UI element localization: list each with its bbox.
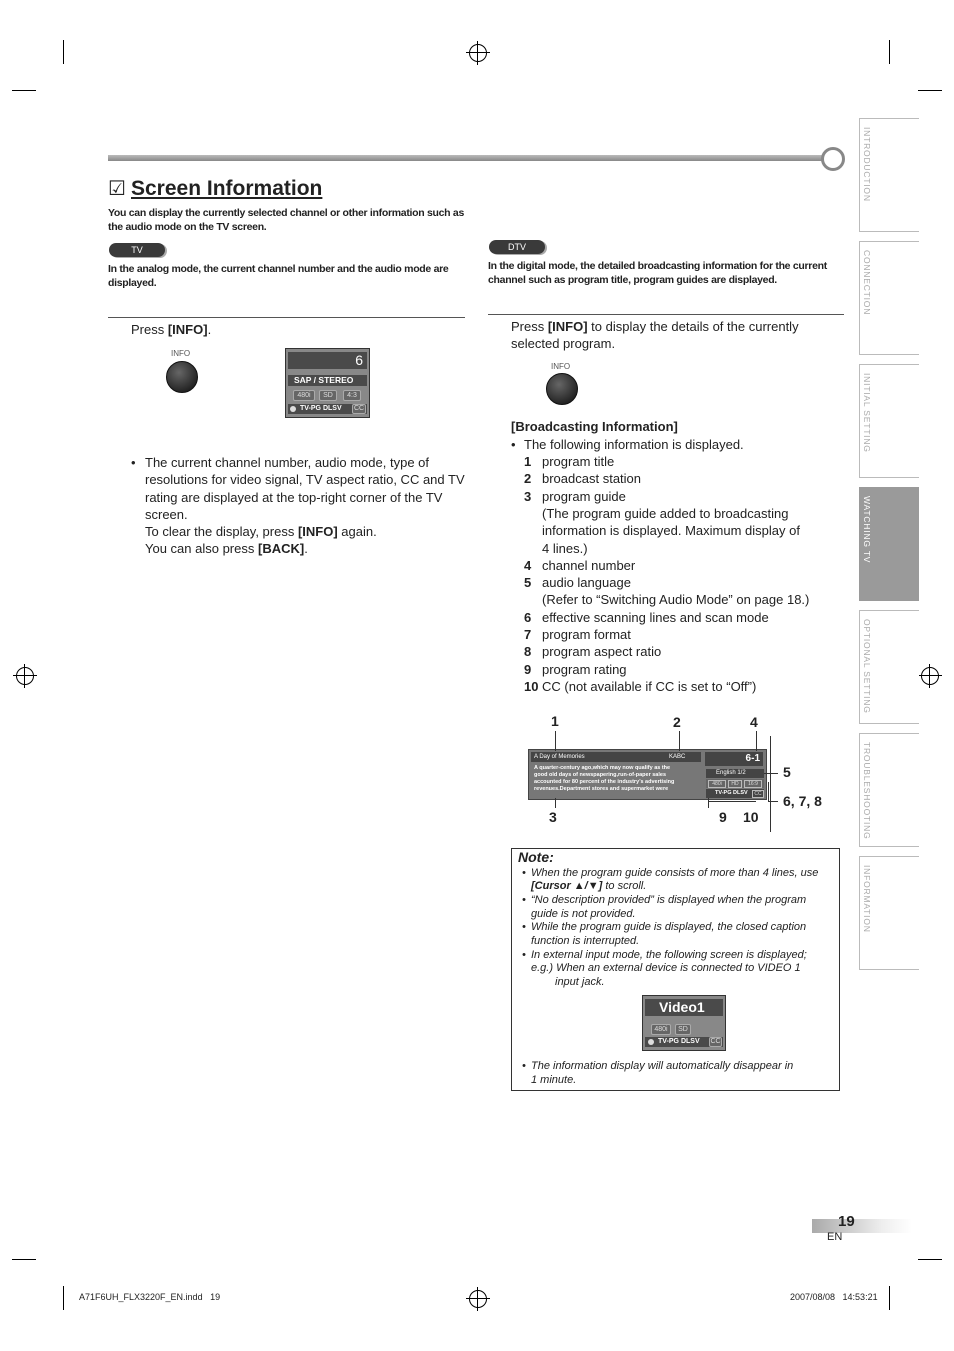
bullet-dot: • — [522, 894, 526, 906]
back-key: [BACK] — [257, 541, 305, 556]
header-circle — [821, 147, 845, 171]
cc-chip: CC — [752, 790, 764, 798]
guide-line: revenues.Department stores and supermarket were — [534, 786, 669, 792]
info-list-item — [524, 609, 769, 626]
note-4c: input jack. — [555, 976, 605, 988]
callout-2: 2 — [673, 714, 681, 730]
osd-rating: TV-PG DLSV — [645, 1037, 723, 1047]
item-text: program guide — [542, 488, 626, 504]
crop-mark — [12, 90, 36, 91]
checkbox-icon: ☑ — [108, 178, 126, 200]
callout-line — [768, 782, 769, 802]
text: You can also press — [145, 541, 258, 556]
program-rating: TV-PG DLSV — [706, 789, 764, 798]
item-number: 2 — [524, 471, 532, 487]
side-tab-label: INFORMATION — [862, 865, 872, 933]
divider — [488, 314, 844, 315]
side-tab-label: CONNECTION — [862, 250, 872, 316]
info-list-item — [524, 678, 756, 695]
tv-clear-line — [145, 523, 377, 540]
callout-line — [708, 798, 709, 808]
osd-cc: CC — [353, 405, 365, 412]
item-number: 6 — [524, 609, 532, 625]
item-number: 10 — [524, 678, 539, 694]
callout-line — [764, 773, 778, 774]
registration-mark-icon — [469, 44, 487, 62]
bullet-dot: • — [522, 921, 526, 933]
crop-mark — [889, 40, 890, 64]
item-text: 4 lines.) — [542, 540, 588, 556]
bullet-dot: • — [522, 949, 526, 961]
intro-text: You can display the currently selected channel or other information such as the audio mode on the TV screen. — [108, 207, 464, 233]
tv-back-line — [145, 540, 308, 557]
note-1a: When the program guide consists of more than 4 lines, use — [531, 867, 819, 879]
callout-3: 3 — [549, 809, 557, 825]
info-list-item — [524, 643, 661, 660]
note-5a: The information display will automatically disappear in — [531, 1060, 794, 1072]
item-text: program format — [542, 627, 631, 642]
side-tab[interactable] — [859, 487, 919, 601]
item-text: (Refer to “Switching Audio Mode” on page 18.) — [542, 592, 810, 608]
video1-label: Video1 — [645, 999, 723, 1016]
text: . — [207, 322, 212, 337]
note-1b — [531, 880, 646, 894]
side-tab[interactable] — [859, 241, 919, 355]
broadcast-info-intro: The following information is displayed. — [524, 437, 744, 452]
video1-osd — [642, 995, 726, 1051]
osd-audio: SAP / STEREO — [288, 375, 367, 386]
text: Press — [511, 319, 548, 334]
side-tab[interactable] — [859, 364, 919, 478]
item-text: effective scanning lines and scan mode — [542, 609, 769, 625]
item-text: channel number — [542, 557, 636, 573]
info-list-item — [524, 505, 788, 522]
info-key: [INFO] — [167, 322, 208, 337]
item-number: 7 — [524, 627, 532, 642]
item-text: CC (not available if CC is set to “Off”) — [542, 678, 757, 694]
info-button[interactable] — [166, 361, 198, 393]
guide-line: A quarter-century ago,which may now qualify as the — [534, 765, 671, 771]
note-3b: function is interrupted. — [531, 935, 640, 947]
osd-chip: SD — [319, 390, 337, 401]
side-tab[interactable] — [859, 856, 919, 970]
dtv-pill: DTV — [489, 240, 545, 254]
callout-line — [679, 731, 680, 751]
info-list-item — [524, 488, 626, 505]
language-code: EN — [827, 1231, 843, 1243]
crop-mark — [63, 40, 64, 64]
side-tab[interactable] — [859, 610, 919, 724]
text: To clear the display, press — [145, 524, 298, 539]
tv-desc: In the analog mode, the current channel number and the audio mode are displayed. — [108, 263, 449, 289]
info-list-item — [524, 453, 614, 470]
program-guide — [534, 765, 702, 793]
side-tab-label: INITIAL SETTING — [862, 373, 872, 453]
timestamp: 2007/08/08 14:53:21 — [790, 1292, 878, 1302]
item-text: information is displayed. Maximum display of — [542, 523, 800, 539]
side-tab-label: OPTIONAL SETTING — [862, 619, 872, 714]
osd-rating: TV-PG DLSV — [288, 404, 367, 414]
callout-5: 5 — [783, 764, 791, 780]
broadcast-info-heading: [Broadcasting Information] — [511, 419, 678, 434]
aspect-chip: 16:9 — [744, 780, 762, 788]
info-list-item — [524, 661, 627, 678]
channel-number: 6-1 — [705, 752, 763, 766]
item-text: program aspect ratio — [542, 644, 662, 660]
osd-cc: CC — [710, 1038, 721, 1045]
note-3a: While the program guide is displayed, the closed caption — [531, 921, 807, 933]
callout-4: 4 — [750, 714, 758, 730]
tv-pill: TV — [109, 243, 165, 257]
info-button[interactable] — [546, 373, 578, 405]
bullet-dot: • — [522, 1060, 526, 1072]
info-key: [INFO] — [547, 319, 588, 334]
crop-mark — [918, 90, 942, 91]
note-heading: Note: — [518, 849, 554, 865]
info-button-label: INFO — [171, 349, 191, 358]
registration-mark-icon — [469, 1290, 487, 1308]
item-number: 5 — [524, 575, 532, 591]
tv-press-line — [131, 321, 211, 338]
item-number: 1 — [524, 454, 532, 469]
text: Press — [131, 322, 168, 337]
chip-row — [706, 779, 764, 788]
crop-mark — [12, 1259, 36, 1260]
crop-mark — [63, 1286, 64, 1310]
guide-line: good old days of newspapering,run-of-paper sales — [534, 772, 667, 778]
tv-osd — [285, 348, 370, 418]
info-list-item — [524, 540, 588, 557]
side-tab-label: TROUBLESHOOTING — [862, 742, 872, 840]
file-name: A71F6UH_FLX3220F_EN.indd 19 — [79, 1292, 221, 1302]
page-number: 19 — [838, 1213, 855, 1230]
callout-line — [708, 801, 756, 802]
osd-chip: 480i — [293, 390, 315, 401]
item-number: 3 — [524, 488, 532, 504]
item-text: program rating — [542, 661, 627, 677]
text: to display the details of the currently selected program. — [511, 319, 799, 352]
cursor-key: [Cursor ▲/▼] — [531, 880, 603, 892]
bullet-dot: • — [511, 437, 516, 452]
lock-icon — [290, 406, 296, 412]
info-list-item — [524, 626, 631, 643]
registration-mark-icon — [16, 667, 34, 685]
note-4b: e.g.) When an external device is connected to VIDEO 1 — [531, 962, 801, 974]
crop-mark — [889, 1286, 890, 1310]
callout-9: 9 — [719, 809, 727, 825]
item-number: 8 — [524, 644, 532, 660]
info-list-item — [524, 557, 635, 574]
note-box — [511, 848, 840, 1091]
side-tab[interactable] — [859, 733, 919, 847]
side-tab-label: INTRODUCTION — [862, 127, 872, 202]
tv-bullet: The current channel number, audio mode, type of resolutions for video signal, TV aspect ratio, CC and TV rating are displayed at the top-right corner of the TV screen. — [145, 455, 465, 522]
note-5b: 1 minute. — [531, 1074, 577, 1086]
text: to scroll. — [602, 880, 647, 892]
osd-chip: 480i — [651, 1024, 671, 1035]
bullet-dot: • — [522, 867, 526, 879]
callout-10: 10 — [743, 809, 759, 825]
item-text: (The program guide added to broadcasting — [542, 505, 789, 521]
info-list-item — [524, 574, 631, 591]
broadcast-station: KABC — [657, 752, 701, 762]
callout-line — [770, 736, 771, 832]
osd-chip: SD — [675, 1024, 691, 1035]
bullet-dot: • — [131, 455, 136, 470]
callout-line — [555, 798, 556, 808]
audio-language: English 1/2 — [706, 769, 764, 778]
lock-icon — [648, 1039, 654, 1045]
format-chip: HD — [728, 780, 742, 788]
dtv-press-line — [511, 318, 841, 353]
callout-line — [756, 731, 757, 751]
info-list-item — [524, 591, 809, 608]
text: . — [304, 541, 308, 556]
registration-mark-icon — [921, 667, 939, 685]
callout-1: 1 — [551, 713, 559, 729]
info-key: [INFO] — [297, 524, 338, 539]
text: again. — [337, 524, 377, 539]
callout-line — [555, 731, 556, 751]
item-text: broadcast station — [542, 471, 642, 487]
note-2b: guide is not provided. — [531, 908, 636, 920]
crop-mark — [918, 1259, 942, 1260]
item-number: 4 — [524, 557, 532, 573]
note-4a: In external input mode, the following screen is displayed; — [531, 949, 807, 961]
header-bar — [108, 155, 824, 161]
guide-line: accounted for 80 percent of the industry’s advertising — [534, 779, 675, 785]
page-title: Screen Information — [131, 177, 323, 200]
osd-channel: 6 — [288, 352, 367, 369]
note-2a: “No description provided” is displayed when the program — [531, 894, 807, 906]
callout-6-7-8: 6, 7, 8 — [783, 793, 822, 809]
item-text: audio language — [542, 575, 631, 591]
info-list-item — [524, 522, 800, 539]
item-number: 9 — [524, 661, 532, 677]
divider — [108, 317, 465, 318]
program-title: A Day of Memories — [531, 752, 657, 762]
item-text: program title — [542, 454, 615, 469]
side-tab-label: WATCHING TV — [862, 496, 872, 564]
info-button-label: INFO — [551, 362, 571, 371]
dtv-desc: In the digital mode, the detailed broadcasting information for the current channel such as program title, program guides are displayed. — [488, 260, 827, 286]
side-tab[interactable] — [859, 118, 919, 232]
scan-chip: 480i — [708, 780, 726, 788]
osd-chip: 4:3 — [343, 390, 361, 401]
info-list-item — [524, 470, 641, 487]
